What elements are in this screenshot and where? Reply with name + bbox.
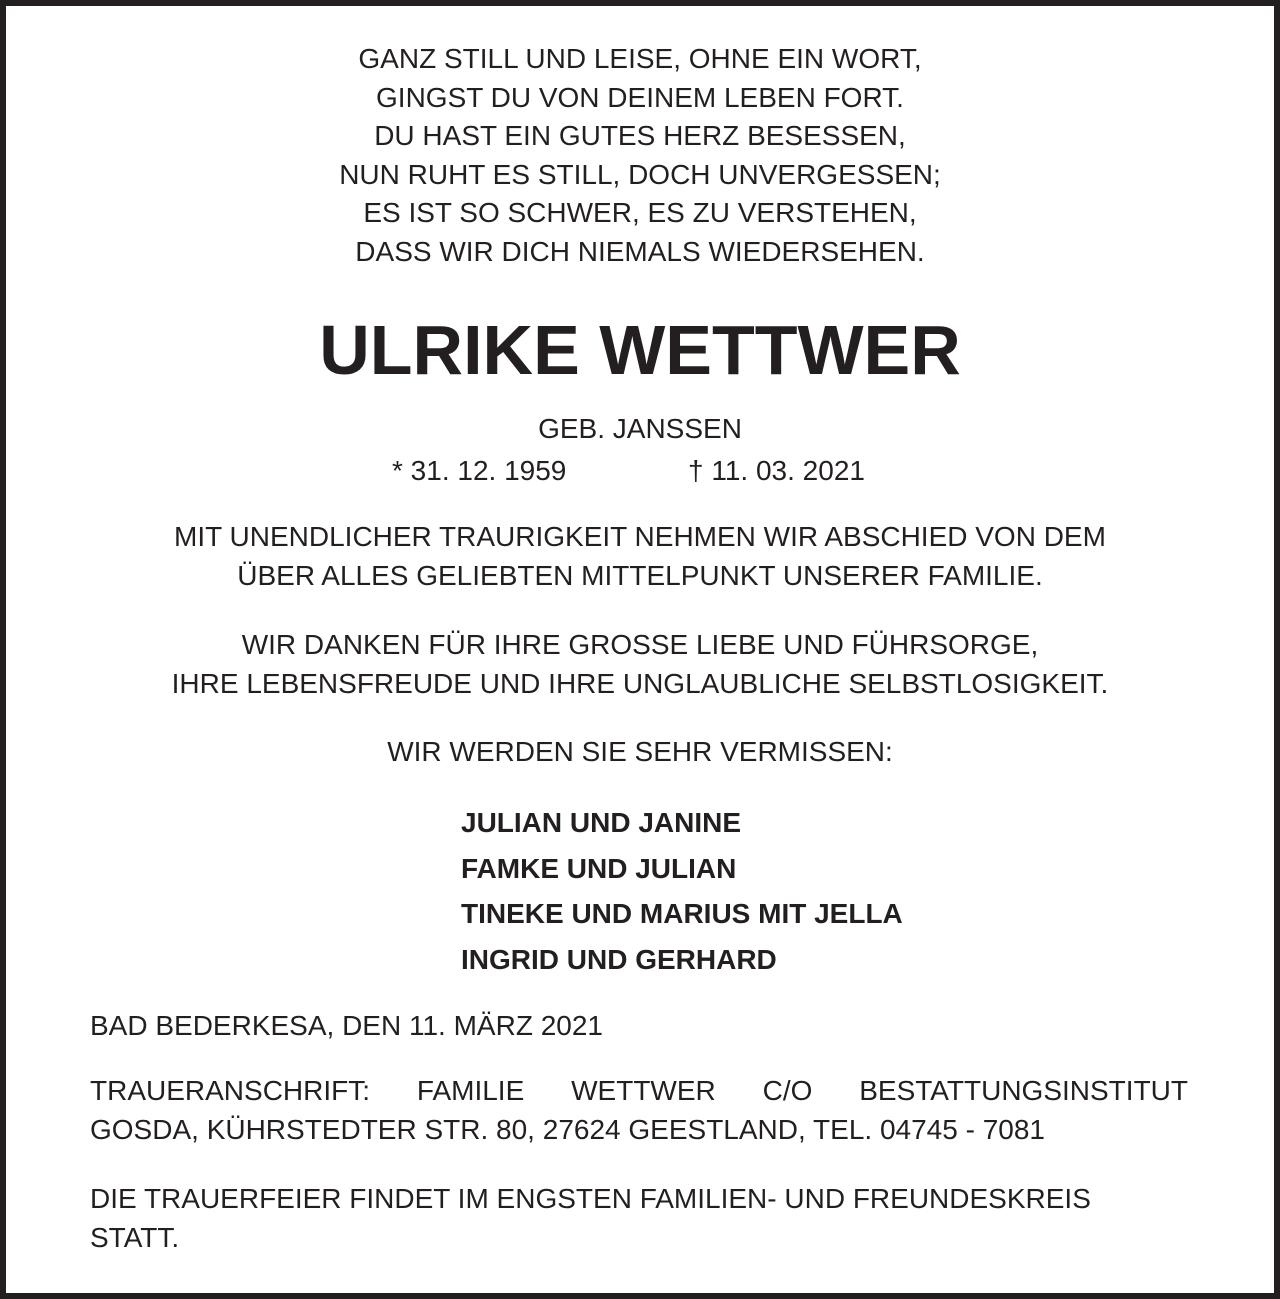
funeral-line-1: DIE TRAUERFEIER FINDET IM ENGSTEN FAMILIEN- UND FREUNDESKREIS xyxy=(90,1183,1091,1214)
paragraph-line: MIT UNENDLICHER TRAURIGKEIT NEHMEN WIR ABSCHIED VON DEM xyxy=(174,521,1106,552)
poem xyxy=(0,40,1280,271)
maiden-name: GEB. JANSSEN xyxy=(538,413,742,444)
poem-line: NUN RUHT ES STILL, DOCH UNVERGESSEN; xyxy=(339,158,941,190)
death-date: † 11. 03. 2021 xyxy=(688,455,865,486)
farewell-paragraph xyxy=(0,518,1280,595)
poem-line: GINGST DU VON DEINEM LEBEN FORT. xyxy=(376,81,904,113)
paragraph-line: ÜBER ALLES GELIEBTEN MITTELPUNKT UNSERER FAMILIE. xyxy=(237,559,1043,591)
paragraph-line: IHRE LEBENSFREUDE UND IHRE UNGLAUBLICHE SELBSTLOSIGKEIT. xyxy=(171,667,1109,699)
mourner-name: INGRID UND GERHARD xyxy=(461,943,777,975)
poem-line: ES IST SO SCHWER, ES ZU VERSTEHEN, xyxy=(363,197,917,228)
funeral-note xyxy=(90,1180,1188,1257)
miss-line xyxy=(0,733,1280,772)
paragraph-line: WIR WERDEN SIE SEHR VERMISSEN: xyxy=(387,736,893,767)
mourning-address xyxy=(90,1072,1188,1149)
address-line-1: TRAUERANSCHRIFT: FAMILIE WETTWER C/O BESTATTUNGSINSTITUT xyxy=(90,1075,1188,1106)
mourner-name: JULIAN UND JANINE xyxy=(461,807,742,838)
poem-line: DASS WIR DICH NIEMALS WIEDERSEHEN. xyxy=(355,235,925,267)
place-date: BAD BEDERKESA, DEN 11. MÄRZ 2021 xyxy=(90,1010,603,1041)
birth-date: * 31. 12. 1959 xyxy=(392,455,567,486)
mourner-name: FAMKE UND JULIAN xyxy=(461,852,737,884)
address-line-2: GOSDA, KÜHRSTEDTER STR. 80, 27624 GEESTLAND, TEL. 04745 - 7081 xyxy=(90,1113,1045,1145)
paragraph-line: WIR DANKEN FÜR IHRE GROSSE LIEBE UND FÜHRSORGE, xyxy=(241,629,1039,660)
poem-line: DU HAST EIN GUTES HERZ BESESSEN, xyxy=(374,120,906,151)
poem-line: GANZ STILL UND LEISE, OHNE EIN WORT, xyxy=(358,43,922,74)
funeral-line-2: STATT. xyxy=(90,1221,180,1253)
mourner-name: TINEKE UND MARIUS MIT JELLA xyxy=(461,898,903,929)
mourners-list xyxy=(461,800,903,982)
thanks-paragraph xyxy=(0,626,1280,703)
deceased-name: ULRIKE WETTWER xyxy=(319,311,961,389)
